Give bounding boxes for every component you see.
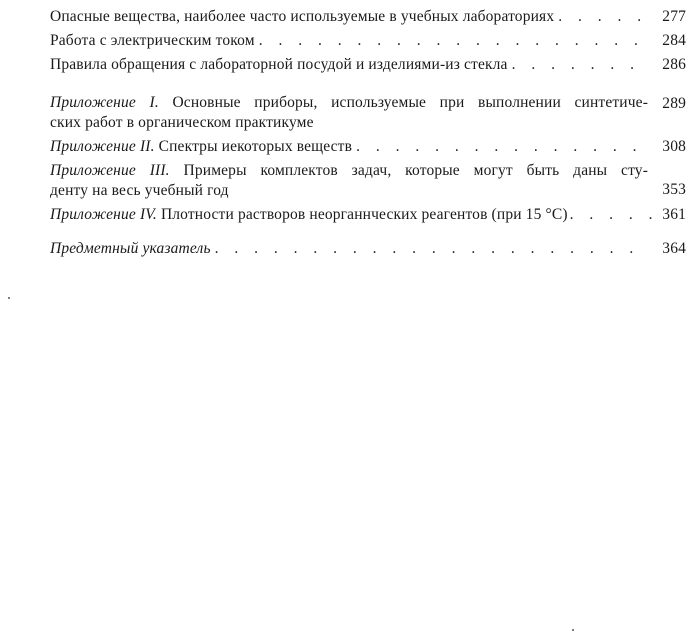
toc-leader-dots [558,6,650,27]
toc-leader-dots [570,204,652,225]
toc-entry-subject-index[interactable] [50,238,686,262]
toc-page-number: 353 [662,181,686,198]
table-of-contents [50,6,686,262]
scan-speck [8,297,10,299]
appendix-label: Приложение III. [50,162,170,179]
toc-entry-line [50,92,648,112]
toc-entry-appendix-4[interactable] [50,204,686,228]
toc-page-number: 286 [662,56,686,73]
toc-entry-text: Основные приборы, используемые при выполнении синтетиче- [172,94,649,111]
toc-entry-title: Правила обращения с лабораторной посудой и изделиями-из стекла [50,56,508,73]
toc-entry-line: денту на весь учебный год [50,182,229,199]
toc-entry-line: ских работ в органическом практикуме [50,114,314,131]
toc-entry-title [50,136,352,157]
toc-entry-text: Примеры комплектов задач, которые могут быть даны сту- [183,162,649,179]
toc-entry-title-block [50,92,654,132]
toc-page-number: 364 [662,240,686,257]
toc-entry-appendix-3[interactable] [50,160,686,200]
toc-entry-hazardous-substances[interactable] [50,6,686,30]
toc-entry-text: Спектры иекоторых веществ [158,138,353,155]
toc-entry-appendix-1[interactable] [50,92,686,132]
toc-leader-dots [512,54,650,75]
appendix-label: Приложение II. [50,138,155,155]
toc-page-number: 277 [662,8,686,25]
appendix-label: Приложение IV. [50,206,157,223]
toc-entry-electric-current[interactable] [50,30,686,54]
toc-entry-title [50,204,568,225]
toc-leader-dots [356,136,650,157]
toc-entry-appendix-2[interactable] [50,136,686,160]
toc-page-number: 289 [662,95,686,112]
toc-entry-title: Опасные вещества, наиболее часто используемые в учебных лабораториях [50,8,555,25]
toc-page-number: 361 [662,206,686,223]
toc-leader-dots [259,30,650,51]
appendix-label: Приложение I. [50,94,159,111]
toc-entry-glassware[interactable] [50,54,686,78]
toc-page-number: 284 [662,32,686,49]
toc-leader-dots [215,238,650,259]
toc-entry-text: Плотности растворов неорганнческих реагентов (при 15 °С) [160,206,568,223]
scan-speck [572,629,574,631]
toc-entry-line [50,160,648,180]
toc-entry-title: Предметный указатель [50,240,211,257]
toc-page-number: 308 [662,138,686,155]
toc-entry-title: Работа с электрическим током [50,32,255,49]
toc-entry-title-block [50,160,654,200]
